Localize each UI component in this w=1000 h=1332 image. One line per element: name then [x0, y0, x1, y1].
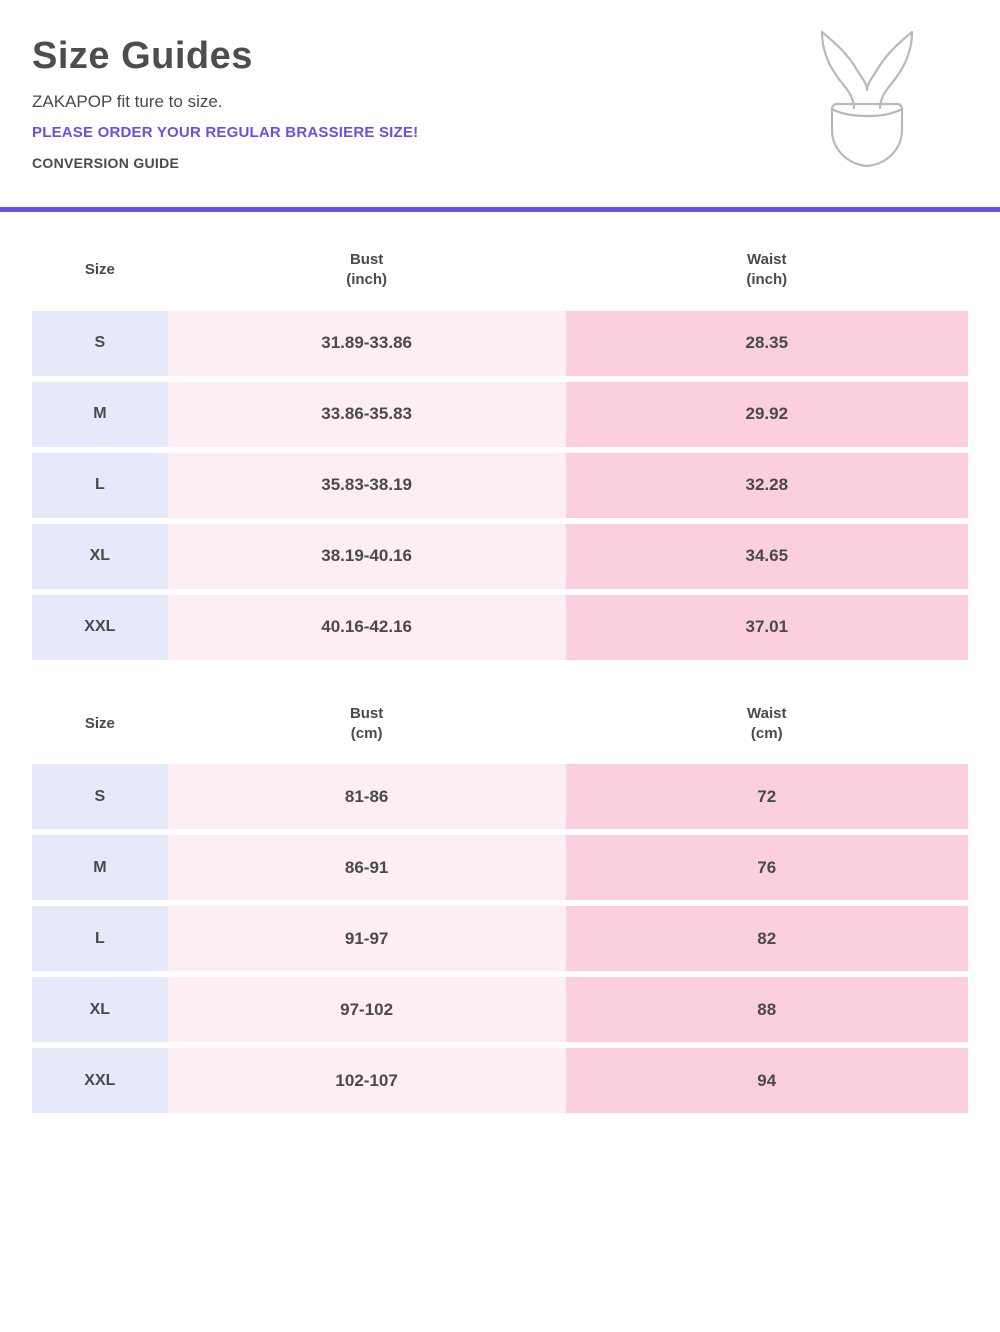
cell-waist: 28.35: [566, 308, 968, 379]
cell-bust: 91-97: [168, 903, 566, 974]
table-row: [32, 974, 968, 1045]
header-waist-label: Waist: [747, 704, 787, 722]
order-notice: PLEASE ORDER YOUR REGULAR BRASSIERE SIZE!: [32, 123, 419, 141]
header-waist: [566, 234, 968, 308]
cell-waist: 29.92: [566, 379, 968, 450]
cell-size: L: [32, 903, 168, 974]
cell-bust: 86-91: [168, 832, 566, 903]
cell-bust: 31.89-33.86: [168, 308, 566, 379]
cell-waist: 72: [566, 761, 968, 832]
cell-bust: 35.83-38.19: [168, 450, 566, 521]
page-header: [0, 0, 1000, 212]
table-row: [32, 903, 968, 974]
table-row: [32, 450, 968, 521]
cell-bust: 38.19-40.16: [168, 521, 566, 592]
cm-size-table: [32, 688, 968, 1120]
cell-bust: 81-86: [168, 761, 566, 832]
header-bust-unit: (inch): [346, 271, 388, 289]
cell-bust: 40.16-42.16: [168, 592, 566, 663]
header-size: Size: [32, 234, 168, 308]
cell-bust: 33.86-35.83: [168, 379, 566, 450]
header-bust-label: Bust: [349, 704, 384, 722]
swimsuit-icon: [812, 26, 922, 171]
cell-size: S: [32, 761, 168, 832]
cell-size: M: [32, 379, 168, 450]
cell-waist: 34.65: [566, 521, 968, 592]
table-row: [32, 308, 968, 379]
table-row: [32, 379, 968, 450]
header-bust-unit: (cm): [350, 724, 383, 742]
cell-size: L: [32, 450, 168, 521]
table-header-row: [32, 234, 968, 308]
cell-size: XXL: [32, 592, 168, 663]
header-waist-label: Waist: [747, 251, 787, 268]
fit-subtitle: ZAKAPOP fit ture to size.: [32, 91, 223, 111]
cell-size: XXL: [32, 1045, 168, 1116]
table-row: [32, 592, 968, 663]
header-waist: [566, 688, 968, 762]
header-bust-label: Bust: [349, 251, 384, 268]
cell-size: S: [32, 308, 168, 379]
cell-waist: 32.28: [566, 450, 968, 521]
header-size: Size: [32, 688, 168, 762]
conversion-guide-label: CONVERSION GUIDE: [32, 154, 180, 171]
cell-waist: 88: [566, 974, 968, 1045]
cell-waist: 82: [566, 903, 968, 974]
header-bust: [168, 234, 566, 308]
table-row: [32, 521, 968, 592]
header-waist-unit: (cm): [750, 724, 783, 742]
page-title: Size Guides: [32, 35, 253, 77]
header-divider: [0, 207, 1000, 212]
table-row: [32, 761, 968, 832]
cell-bust: 97-102: [168, 974, 566, 1045]
table-header-row: [32, 688, 968, 762]
inch-table-block: [0, 234, 1000, 666]
header-bust: [168, 688, 566, 762]
cell-size: XL: [32, 974, 168, 1045]
cell-waist: 37.01: [566, 592, 968, 663]
cell-bust: 102-107: [168, 1045, 566, 1116]
table-row: [32, 832, 968, 903]
cm-table-block: [0, 688, 1000, 1120]
cell-size: M: [32, 832, 168, 903]
cell-waist: 76: [566, 832, 968, 903]
table-row: [32, 1045, 968, 1116]
cell-waist: 94: [566, 1045, 968, 1116]
inch-size-table: [32, 234, 968, 666]
header-waist-unit: (inch): [746, 271, 788, 289]
cell-size: XL: [32, 521, 168, 592]
